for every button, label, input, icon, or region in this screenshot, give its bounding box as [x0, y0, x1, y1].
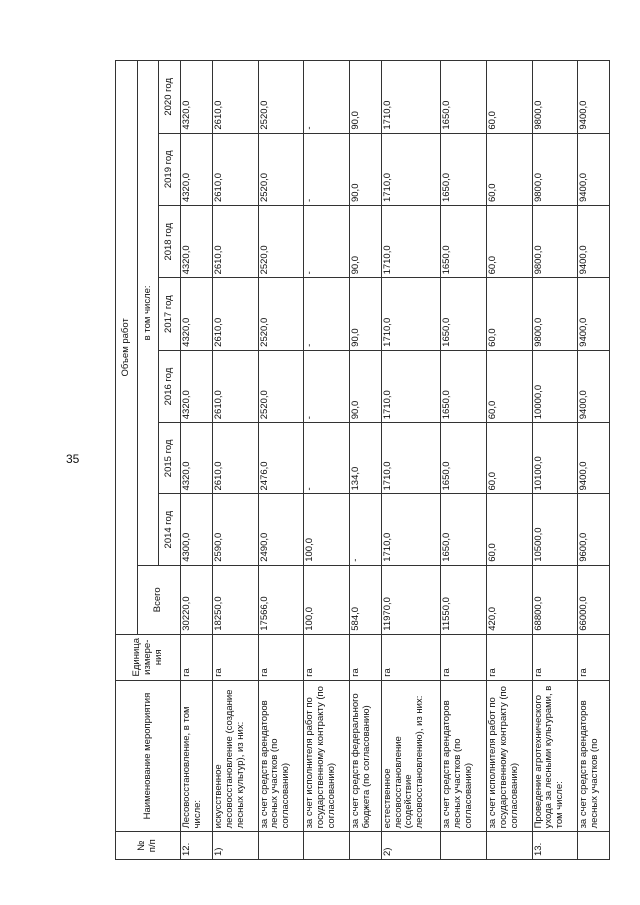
year-value-cell: 2520,0 — [258, 133, 304, 205]
header-volume: Объем работ — [116, 61, 138, 635]
header-year: 2017 год — [159, 278, 181, 350]
year-value-cell: 9800,0 — [532, 133, 578, 205]
year-value-cell: 90,0 — [349, 133, 381, 205]
row-number: 13. — [532, 832, 578, 860]
year-value-cell: 4320,0 — [181, 278, 213, 350]
year-value-cell: 1710,0 — [381, 206, 441, 278]
row-number — [349, 832, 381, 860]
page-number: 35 — [66, 452, 80, 466]
unit-cell: га — [212, 634, 258, 680]
activity-name: за счет исполнителя работ по государственному контракту (по согласованию) — [486, 680, 532, 832]
header-year: 2014 год — [159, 494, 181, 565]
total-cell: 17566,0 — [258, 565, 304, 634]
year-value-cell: 9600,0 — [578, 494, 610, 565]
year-value-cell: 4320,0 — [181, 61, 213, 134]
year-value-cell: 1710,0 — [381, 61, 441, 134]
year-value-cell: - — [304, 350, 350, 422]
total-cell: 584,0 — [349, 565, 381, 634]
year-value-cell: 1710,0 — [381, 494, 441, 565]
unit-cell: га — [441, 634, 487, 680]
unit-cell: га — [349, 634, 381, 680]
year-value-cell: 2520,0 — [258, 278, 304, 350]
unit-cell: га — [486, 634, 532, 680]
table-row — [532, 61, 578, 860]
year-value-cell: 9400,0 — [578, 61, 610, 134]
header-year: 2020 год — [159, 61, 181, 134]
year-value-cell: 10000,0 — [532, 350, 578, 422]
header-name: Наименование мероприятия — [116, 680, 181, 832]
header-year: 2018 год — [159, 206, 181, 278]
year-value-cell: 9400,0 — [578, 206, 610, 278]
year-value-cell: 9400,0 — [578, 350, 610, 422]
total-cell: 30220,0 — [181, 565, 213, 634]
year-value-cell: 2610,0 — [212, 278, 258, 350]
year-value-cell: 9400,0 — [578, 133, 610, 205]
year-value-cell: 9400,0 — [578, 278, 610, 350]
unit-cell: га — [181, 634, 213, 680]
year-value-cell: - — [304, 278, 350, 350]
row-number — [441, 832, 487, 860]
unit-cell: га — [381, 634, 441, 680]
year-value-cell: 4300,0 — [181, 494, 213, 565]
total-cell: 66000,0 — [578, 565, 610, 634]
year-value-cell: 2610,0 — [212, 350, 258, 422]
year-value-cell: 4320,0 — [181, 206, 213, 278]
header-year: 2016 год — [159, 350, 181, 422]
row-number — [486, 832, 532, 860]
table-row — [578, 61, 610, 860]
activity-name: за счет средств арендаторов лесных участков (по согласованию) — [441, 680, 487, 832]
year-value-cell: - — [349, 494, 381, 565]
year-value-cell: 2610,0 — [212, 133, 258, 205]
year-value-cell: 1710,0 — [381, 350, 441, 422]
total-cell: 11970,0 — [381, 565, 441, 634]
activity-name: искусственное лесовосстановление (создание лесных культур), из них: — [212, 680, 258, 832]
year-value-cell: 1650,0 — [441, 423, 487, 494]
header-year: 2019 год — [159, 133, 181, 205]
total-cell: 18250,0 — [212, 565, 258, 634]
header-total: Всего — [137, 565, 180, 634]
year-value-cell: 60,0 — [486, 494, 532, 565]
year-value-cell: 9800,0 — [532, 278, 578, 350]
table-row — [349, 61, 381, 860]
year-value-cell: 1650,0 — [441, 494, 487, 565]
year-value-cell: 2610,0 — [212, 206, 258, 278]
year-value-cell: - — [304, 206, 350, 278]
year-value-cell: 10100,0 — [532, 423, 578, 494]
year-value-cell: 2520,0 — [258, 350, 304, 422]
activity-name: за счет средств федерального бюджета (по согласованию) — [349, 680, 381, 832]
activity-name: Лесовосстановление, в том числе: — [181, 680, 213, 832]
year-value-cell: - — [304, 423, 350, 494]
year-value-cell: 2610,0 — [212, 423, 258, 494]
year-value-cell: 10500,0 — [532, 494, 578, 565]
year-value-cell: 90,0 — [349, 206, 381, 278]
year-value-cell: 1650,0 — [441, 61, 487, 134]
header-no: № п/п — [116, 832, 181, 860]
year-value-cell: 2590,0 — [212, 494, 258, 565]
row-number: 12. — [181, 832, 213, 860]
year-value-cell: 2610,0 — [212, 61, 258, 134]
table-row — [381, 61, 441, 860]
header-year: 2015 год — [159, 423, 181, 494]
unit-cell: га — [578, 634, 610, 680]
total-cell: 100,0 — [304, 565, 350, 634]
activity-name: за счет средств арендаторов лесных участков (по согласованию) — [258, 680, 304, 832]
row-number — [258, 832, 304, 860]
activity-name: за счет исполнителя работ по государственному контракту (по согласованию) — [304, 680, 350, 832]
year-value-cell: 1710,0 — [381, 133, 441, 205]
unit-cell: га — [304, 634, 350, 680]
year-value-cell: 60,0 — [486, 423, 532, 494]
year-value-cell: 4320,0 — [181, 133, 213, 205]
row-number: 2) — [381, 832, 441, 860]
year-value-cell: - — [304, 61, 350, 134]
works-volume-table — [115, 60, 610, 860]
year-value-cell: 90,0 — [349, 350, 381, 422]
year-value-cell: 100,0 — [304, 494, 350, 565]
unit-cell: га — [258, 634, 304, 680]
year-value-cell: 60,0 — [486, 278, 532, 350]
year-value-cell: 134,0 — [349, 423, 381, 494]
header-unit: Единица измере-ния — [116, 634, 181, 680]
year-value-cell: 60,0 — [486, 61, 532, 134]
year-value-cell: 90,0 — [349, 61, 381, 134]
activity-name: за счет средств арендаторов лесных участков (по — [578, 680, 610, 832]
year-value-cell: 9400,0 — [578, 423, 610, 494]
rotated-table-container — [115, 60, 610, 860]
activity-name: естественное лесовосстановление (содействие лесовосстановлению), из них: — [381, 680, 441, 832]
year-value-cell: 2476,0 — [258, 423, 304, 494]
year-value-cell: 60,0 — [486, 350, 532, 422]
total-cell: 68800,0 — [532, 565, 578, 634]
year-value-cell: 2520,0 — [258, 61, 304, 134]
row-number: 1) — [212, 832, 258, 860]
header-incl: в том числе: — [137, 61, 159, 566]
year-value-cell: 1650,0 — [441, 133, 487, 205]
table-row — [212, 61, 258, 860]
total-cell: 11550,0 — [441, 565, 487, 634]
year-value-cell: 1650,0 — [441, 350, 487, 422]
total-cell: 420,0 — [486, 565, 532, 634]
year-value-cell: - — [304, 133, 350, 205]
table-row — [181, 61, 213, 860]
activity-name: Проведение агротехнического ухода за лесными культурами, в том числе: — [532, 680, 578, 832]
unit-cell: га — [532, 634, 578, 680]
row-number — [578, 832, 610, 860]
year-value-cell: 60,0 — [486, 206, 532, 278]
table-row — [486, 61, 532, 860]
year-value-cell: 60,0 — [486, 133, 532, 205]
year-value-cell: 9800,0 — [532, 61, 578, 134]
year-value-cell: 4320,0 — [181, 350, 213, 422]
year-value-cell: 2490,0 — [258, 494, 304, 565]
table-row — [441, 61, 487, 860]
year-value-cell: 1650,0 — [441, 278, 487, 350]
table-row — [304, 61, 350, 860]
year-value-cell: 4320,0 — [181, 423, 213, 494]
row-number — [304, 832, 350, 860]
year-value-cell: 90,0 — [349, 278, 381, 350]
year-value-cell: 9800,0 — [532, 206, 578, 278]
year-value-cell: 1710,0 — [381, 278, 441, 350]
year-value-cell: 2520,0 — [258, 206, 304, 278]
year-value-cell: 1650,0 — [441, 206, 487, 278]
year-value-cell: 1710,0 — [381, 423, 441, 494]
table-row — [258, 61, 304, 860]
